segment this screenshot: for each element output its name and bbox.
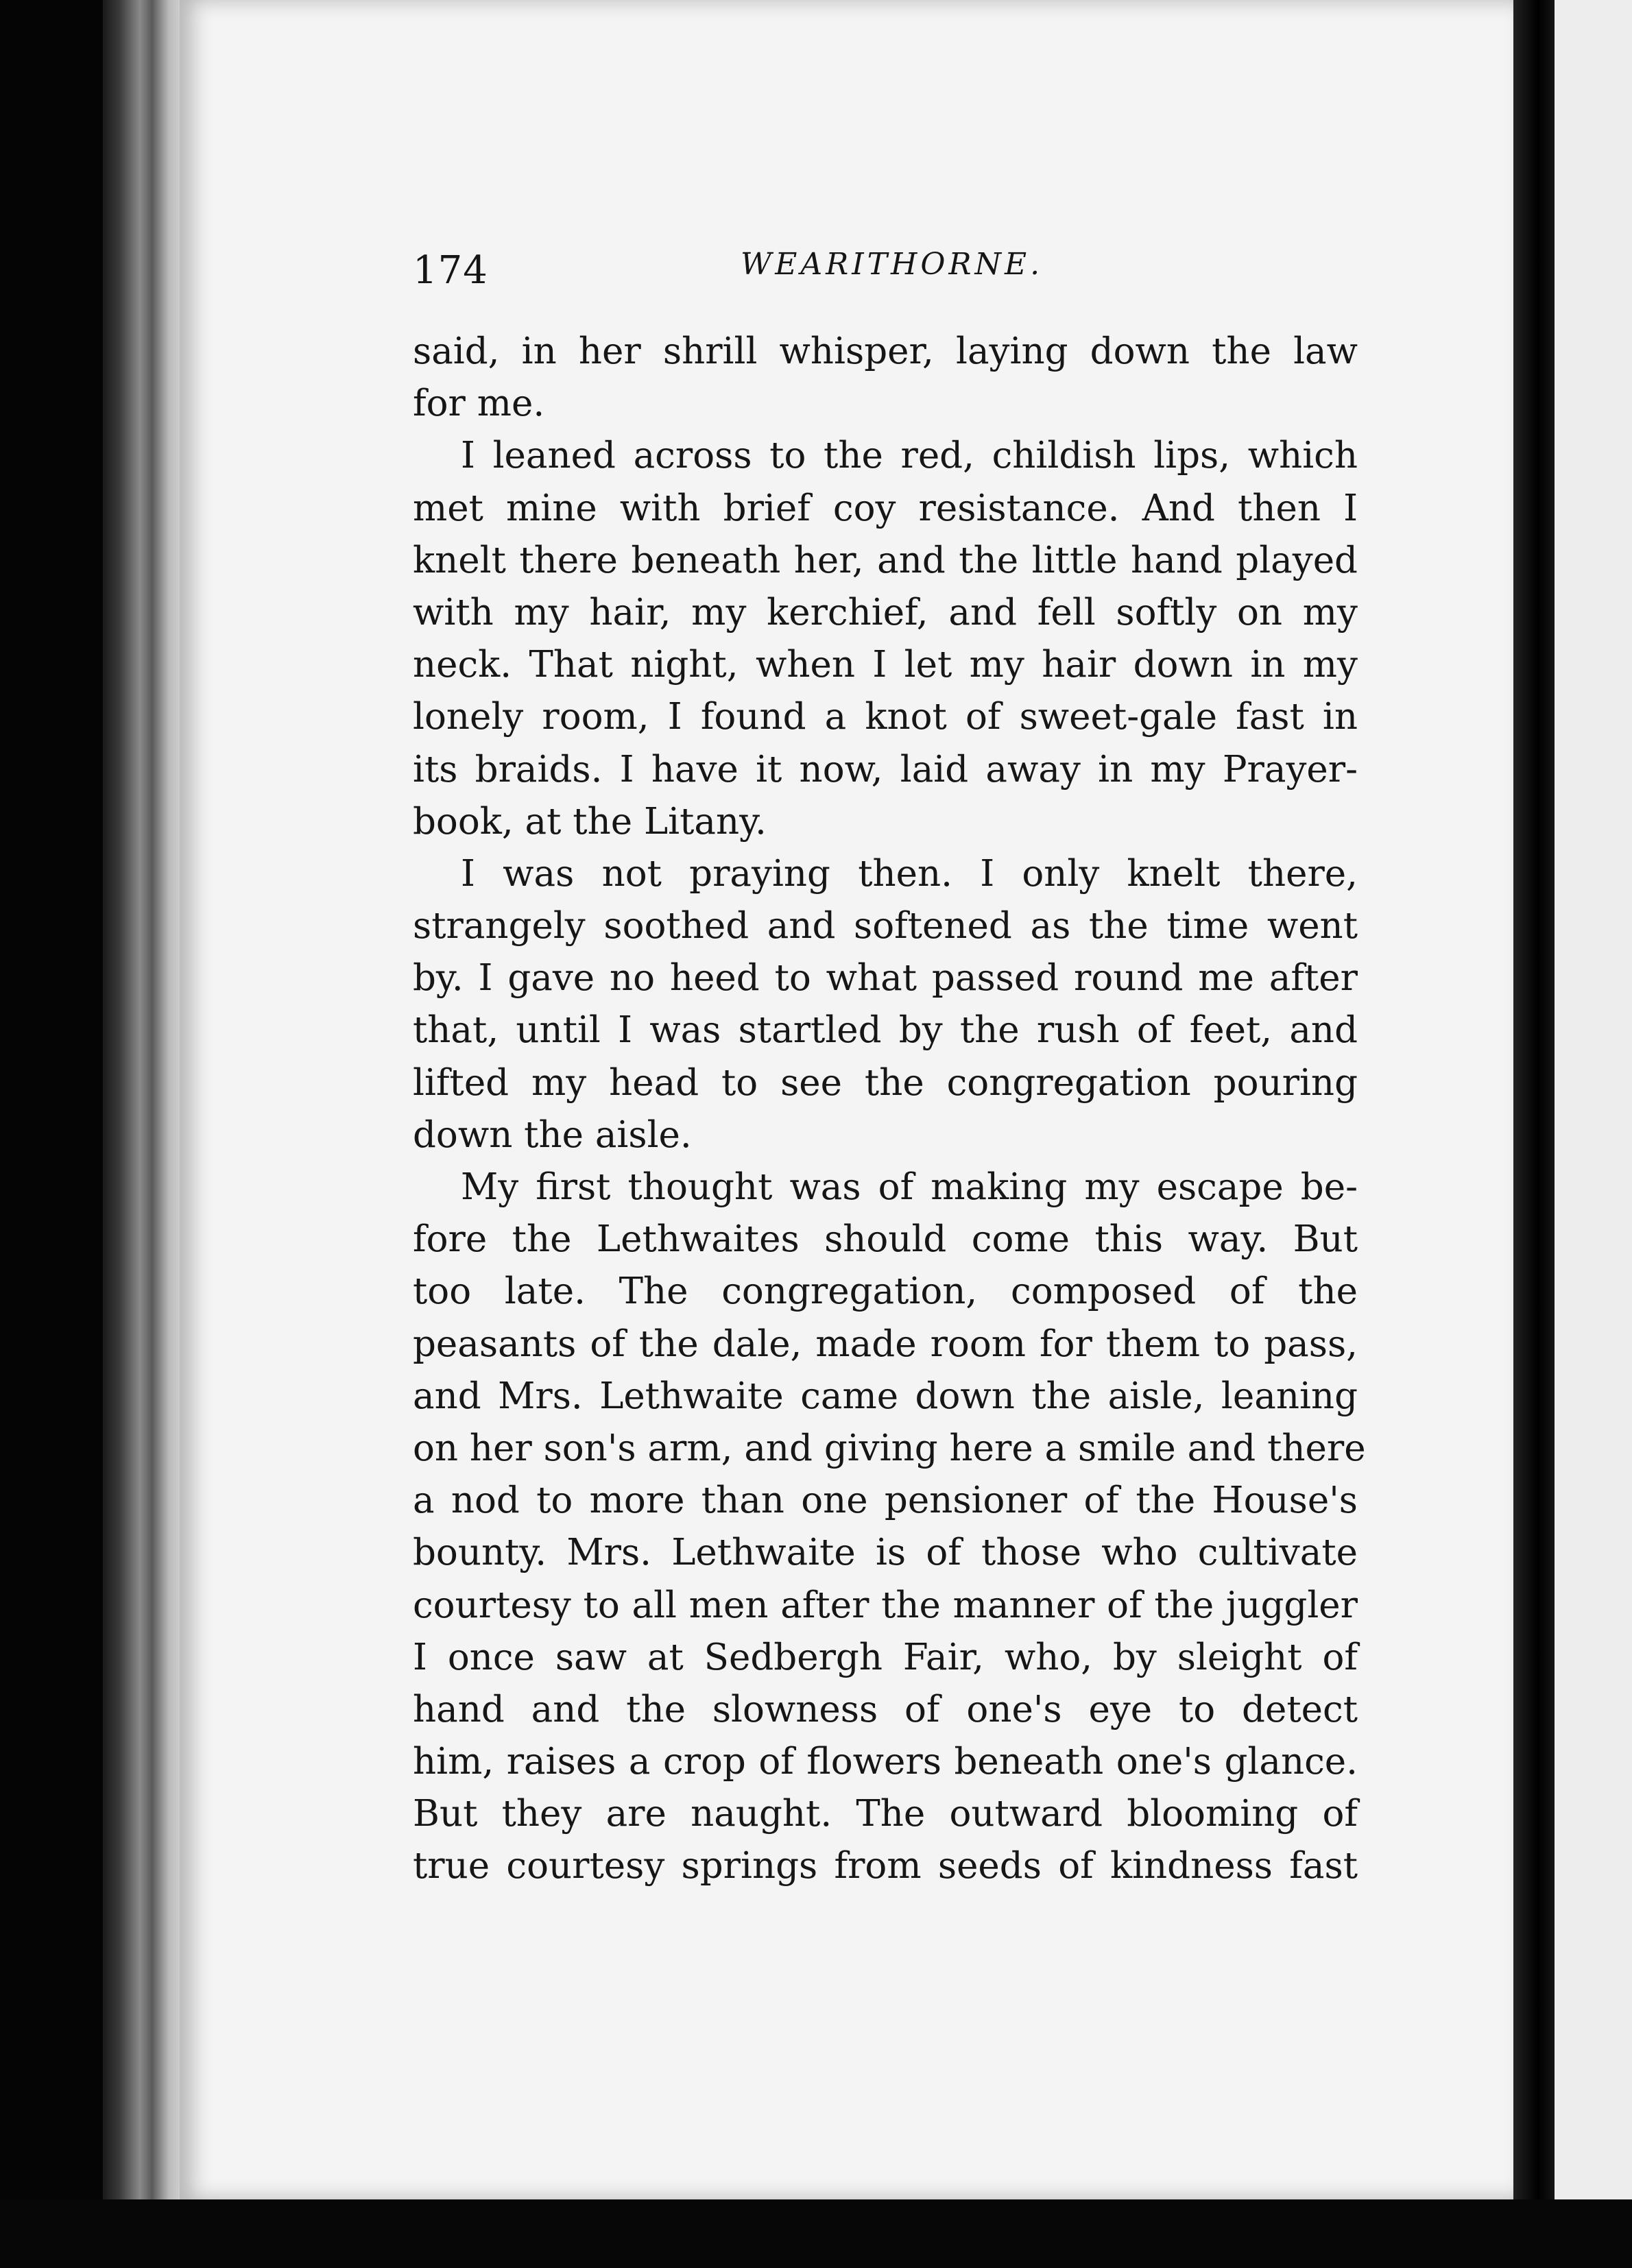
text-line: peasants of the dale, made room for them to pass, [413, 1323, 1358, 1365]
text-line: met mine with brief coy resistance. And then I [413, 487, 1358, 529]
running-head: WEARITHORNE. [741, 247, 1044, 282]
text-line: true courtesy springs from seeds of kindness fast [413, 1845, 1358, 1887]
text-line: its braids. I have it now, laid away in my Prayer- [413, 748, 1358, 791]
text-line: knelt there beneath her, and the little hand played [413, 539, 1358, 581]
text-line: hand and the slowness of one's eye to detect [413, 1688, 1358, 1730]
text-line: by. I gave no heed to what passed round me after [413, 957, 1358, 1000]
text-line: lonely room, I found a knot of sweet-gale fast in [413, 696, 1358, 738]
text-line: strangely soothed and softened as the time went [413, 905, 1358, 948]
text-line: neck. That night, when I let my hair down in my [413, 644, 1358, 686]
text-line: I was not praying then. I only knelt there, [461, 852, 1358, 895]
scan-bottom-border [0, 2199, 1632, 2268]
text-line: book, at the Litany. [413, 800, 767, 843]
text-line: too late. The congregation, composed of the [413, 1270, 1358, 1313]
text-line: I once saw at Sedbergh Fair, who, by sleight of [413, 1636, 1358, 1678]
text-line: with my hair, my kerchief, and fell softly on my [413, 591, 1358, 634]
text-line: But they are naught. The outward blooming of [413, 1793, 1358, 1835]
book-fore-edge [103, 0, 185, 2215]
body-text [413, 326, 1366, 1893]
text-line: for me. [413, 383, 545, 425]
text-line: lifted my head to see the congregation pouring [413, 1061, 1358, 1104]
text-line: on her son's arm, and giving here a smile and there [413, 1427, 1366, 1469]
text-line: bounty. Mrs. Lethwaite is of those who cultivate [413, 1532, 1358, 1574]
text-line: fore the Lethwaites should come this way. But [413, 1218, 1358, 1261]
text-line: courtesy to all men after the manner of the juggler [413, 1584, 1358, 1626]
text-line: My first thought was of making my escape be- [461, 1166, 1358, 1208]
text-line: said, in her shrill whisper, laying down the law [413, 330, 1358, 372]
text-line: down the aisle. [413, 1113, 692, 1156]
text-line: a nod to more than one pensioner of the House's [413, 1480, 1358, 1522]
text-line: him, raises a crop of flowers beneath one's glance. [413, 1741, 1358, 1783]
book-gutter [1513, 0, 1555, 2268]
page-header [413, 241, 1352, 296]
facing-page-edge [1555, 0, 1632, 2228]
text-line: that, until I was startled by the rush of feet, and [413, 1009, 1358, 1052]
text-line: I leaned across to the red, childish lips, which [461, 435, 1358, 477]
page-number: 174 [413, 248, 488, 293]
text-line: and Mrs. Lethwaite came down the aisle, leaning [413, 1375, 1358, 1417]
